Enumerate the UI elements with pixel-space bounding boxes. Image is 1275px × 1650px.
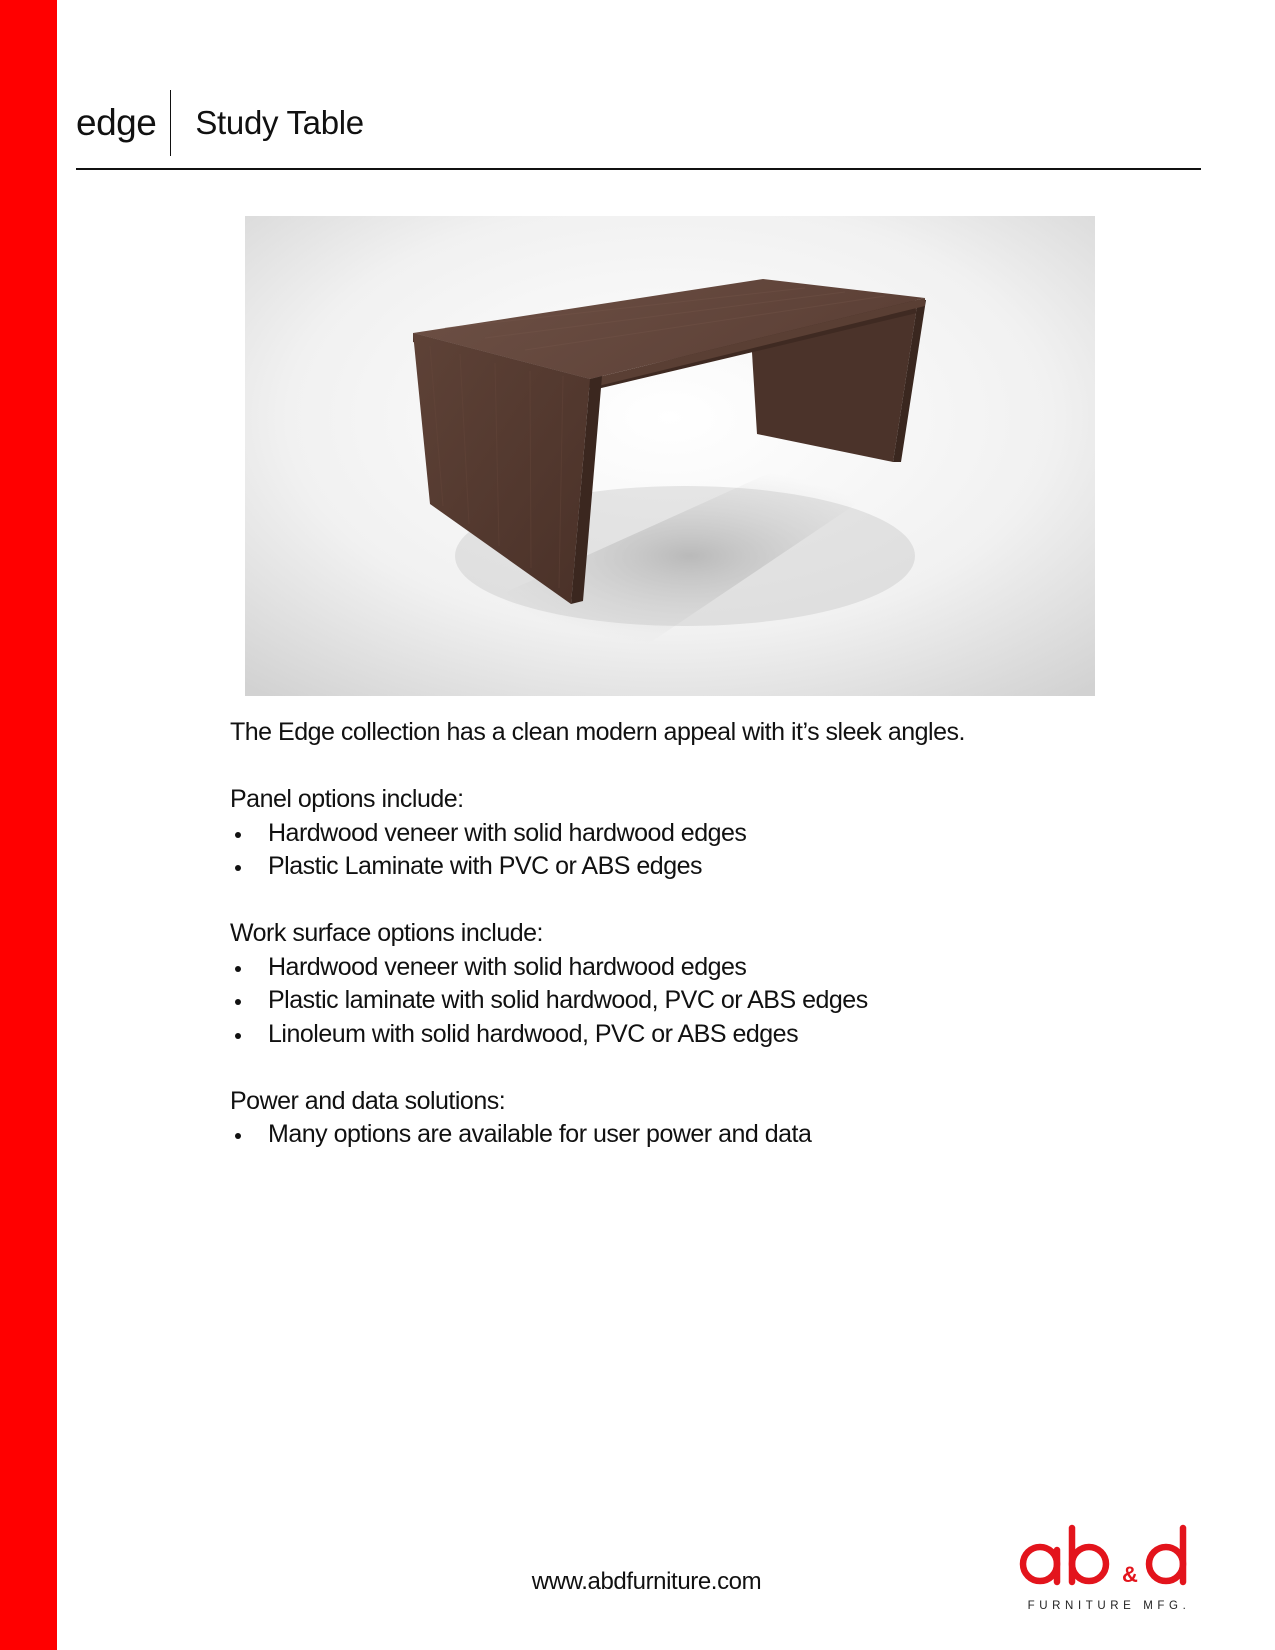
svg-text:FURNITURE MFG.: FURNITURE MFG. bbox=[1027, 1600, 1191, 1612]
description bbox=[230, 716, 1130, 1152]
red-side-bar bbox=[0, 0, 57, 1650]
work-surface-list bbox=[230, 951, 1130, 1052]
list-item: Hardwood veneer with solid hardwood edges bbox=[230, 951, 1130, 985]
study-table-photo bbox=[245, 216, 1095, 696]
panel-options-heading: Panel options include: bbox=[230, 785, 464, 813]
panel-options-list bbox=[230, 817, 1130, 884]
page-title: Study Table bbox=[195, 104, 364, 141]
list-item: Hardwood veneer with solid hardwood edges bbox=[230, 817, 1130, 851]
svg-text:&: & bbox=[1122, 1562, 1138, 1587]
header-rule bbox=[76, 168, 1201, 170]
page-header bbox=[76, 88, 364, 158]
work-surface-heading: Work surface options include: bbox=[230, 919, 543, 947]
website-link[interactable]: www.abdfurniture.com bbox=[531, 1568, 762, 1595]
power-data-list bbox=[230, 1118, 1130, 1152]
list-item: Linoleum with solid hardwood, PVC or ABS edges bbox=[230, 1018, 1130, 1052]
abd-logo bbox=[1018, 1520, 1208, 1620]
list-item: Plastic laminate with solid hardwood, PVC or ABS edges bbox=[230, 984, 1130, 1018]
intro-text: The Edge collection has a clean modern appeal with it’s sleek angles. bbox=[230, 718, 965, 746]
list-item: Many options are available for user power and data bbox=[230, 1118, 1130, 1152]
list-item: Plastic Laminate with PVC or ABS edges bbox=[230, 850, 1130, 884]
power-data-heading: Power and data solutions: bbox=[230, 1086, 506, 1115]
collection-name: edge bbox=[76, 102, 157, 143]
